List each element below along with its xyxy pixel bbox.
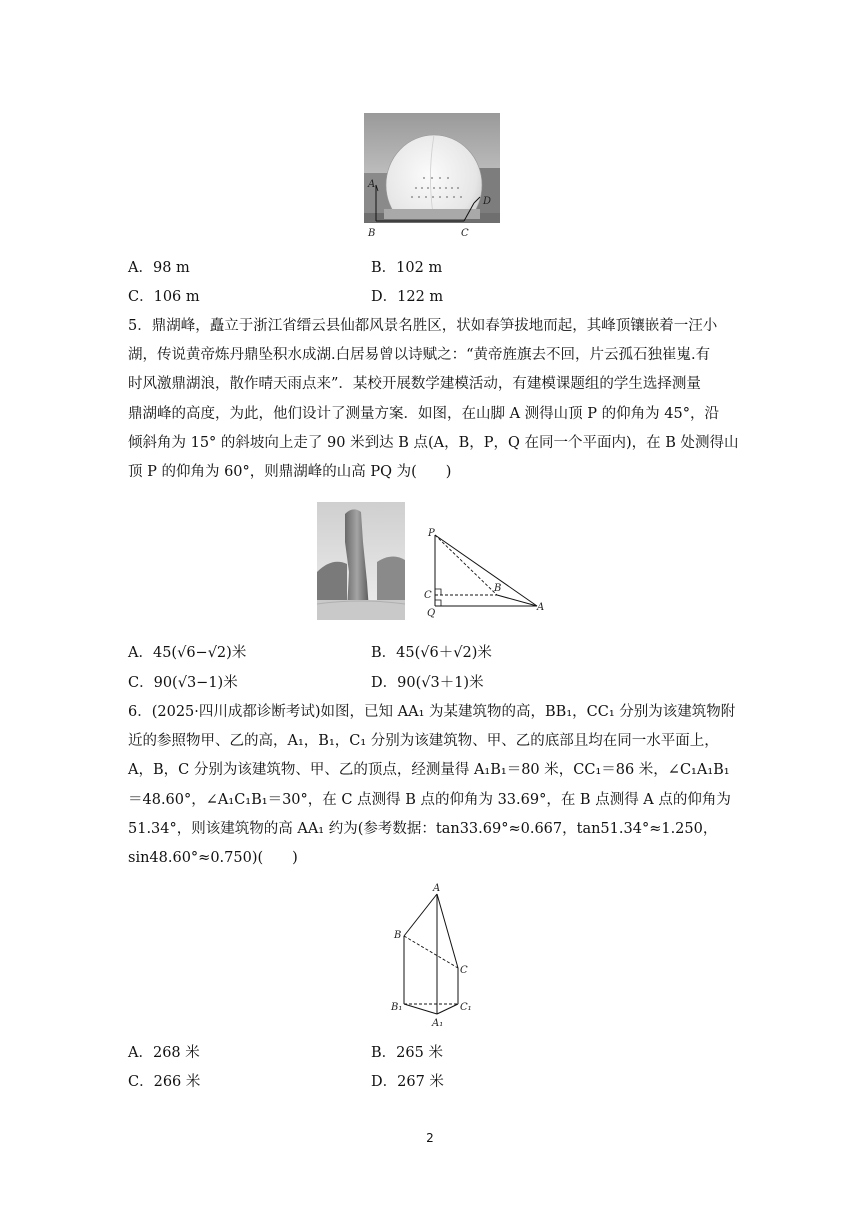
q6-label-c1: C₁ xyxy=(460,1002,472,1013)
q4-option-c: C．106 m xyxy=(128,289,200,305)
q6-line: ＝48.60°，∠A₁C₁B₁＝30°，在 C 点测得 B 点的仰角为 33.69°，在 B 点测得 A 点的仰角为 xyxy=(128,791,731,808)
q6-option-a: A．268 米 xyxy=(128,1045,200,1061)
q4-option-a: A．98 m xyxy=(128,260,190,276)
q4-label-d: D xyxy=(483,196,492,207)
q5-line: 湖，传说黄帝炼丹鼎坠积水成湖.白居易曾以诗赋之：“黄帝旌旗去不回，片云孤石独崔嵬.有 xyxy=(128,347,711,364)
q5-label-c: C xyxy=(424,590,432,601)
q5-label-b: B xyxy=(494,583,502,594)
q6-label-b: B xyxy=(394,930,402,941)
q6-option-b: B．265 米 xyxy=(371,1045,443,1061)
q5-photo xyxy=(317,502,405,620)
q5-line: 顶 P 的仰角为 60°，则鼎湖峰的山高 PQ 为( ) xyxy=(128,464,452,481)
q6-line: A，B，C 分别为该建筑物、甲、乙的顶点，经测量得 A₁B₁＝80 米，CC₁＝86 米，∠C₁A₁B₁ xyxy=(128,762,730,779)
q6-line: 近的参照物甲、乙的高，A₁，B₁，C₁ 分别为该建筑物、甲、乙的底部且均在同一水平面上， xyxy=(128,733,719,750)
q5-line: 倾斜角为 15° 的斜坡向上走了 90 米到达 B 点(A，B，P，Q 在同一个平面内)，在 B 处测得山 xyxy=(128,434,739,451)
q5-label-q: Q xyxy=(427,608,436,619)
q6-option-c: C．266 米 xyxy=(128,1074,201,1090)
q6-option-d: D．267 米 xyxy=(371,1074,444,1090)
q5-question xyxy=(128,312,740,487)
q5-line: 时风激鼎湖浪，散作晴天雨点来”．某校开展数学建模活动，有建模课题组的学生选择测量 xyxy=(128,376,701,393)
q4-figure xyxy=(364,113,500,241)
q6-label-a: A xyxy=(433,883,441,894)
q6-line: sin48.60°≈0.750)( ) xyxy=(128,850,298,867)
q6-label-a1: A₁ xyxy=(432,1018,444,1029)
q5-option-b: B．45(√6＋√2)米 xyxy=(371,645,492,661)
page-number: 2 xyxy=(426,1131,434,1145)
q4-photo xyxy=(364,113,500,241)
q6-question xyxy=(128,698,740,873)
q4-label-c: C xyxy=(461,228,469,239)
q4-label-b: B xyxy=(368,228,376,239)
q6-label-b1: B₁ xyxy=(391,1002,403,1013)
q4-option-b: B．102 m xyxy=(371,260,443,276)
q5-option-c: C．90(√3−1)米 xyxy=(128,675,238,691)
q6-figure xyxy=(386,882,478,1030)
q5-line: 5．鼎湖峰，矗立于浙江省缙云县仙都风景名胜区，状如春笋拔地而起，其峰顶镶嵌着一汪小 xyxy=(128,318,718,334)
q5-option-d: D．90(√3＋1)米 xyxy=(371,675,484,691)
q5-figure xyxy=(317,502,549,622)
q6-label-c: C xyxy=(460,965,468,976)
q6-line: 6．(2025·四川成都诊断考试)如图，已知 AA₁ 为某建筑物的高，BB₁，CC₁ 分别为该建筑物附 xyxy=(128,704,736,720)
q5-line: 鼎湖峰的高度，为此，他们设计了测量方案．如图，在山脚 A 测得山顶 P 的仰角为 45°，沿 xyxy=(128,405,719,422)
q5-label-p: P xyxy=(428,528,435,539)
q4-option-d: D．122 m xyxy=(371,289,444,305)
q6-line: 51.34°，则该建筑物的高 AA₁ 约为(参考数据：tan33.69°≈0.667，tan51.34°≈1.250， xyxy=(128,820,718,837)
q4-label-a: A xyxy=(368,179,376,190)
q5-label-a: A xyxy=(537,602,545,613)
q5-option-a: A．45(√6−√2)米 xyxy=(128,645,247,661)
q5-diagram xyxy=(424,528,544,619)
